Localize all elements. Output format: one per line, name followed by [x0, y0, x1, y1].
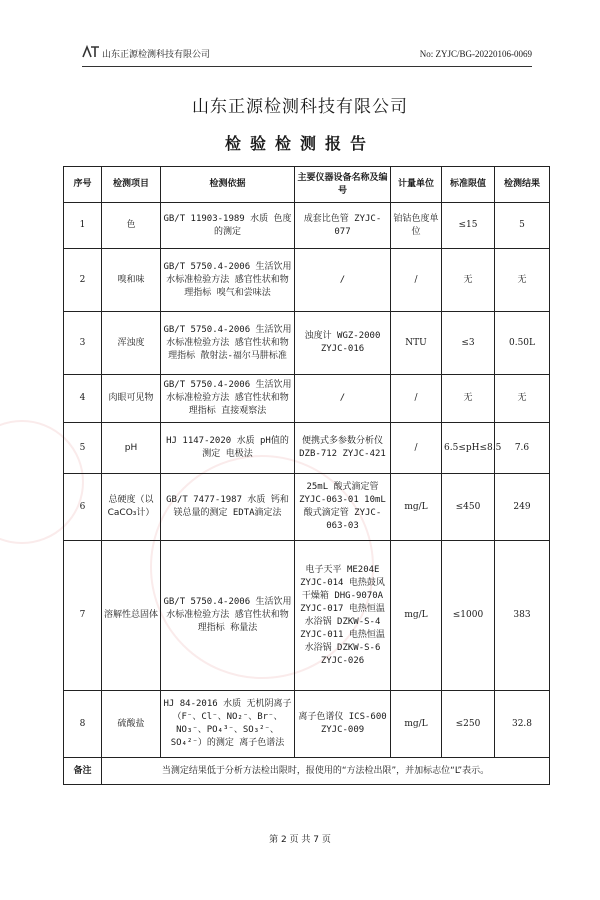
- cell-basis: GB/T 11903-1989 水质 色度的测定: [161, 203, 295, 249]
- cell-result: 249: [495, 474, 550, 541]
- cell-item: 溶解性总固体: [102, 541, 161, 691]
- cell-instrument: 浊度计 WGZ-2000 ZYJC-016: [295, 312, 391, 375]
- cell-limit: 无: [442, 249, 495, 312]
- company-logo-icon: [82, 44, 100, 58]
- cell-instrument: 电子天平 ME204E ZYJC-014 电热鼓风干燥箱 DHG-9070A ZYJC-017 电热恒温水浴锅 DZKW-S-4 ZYJC-011 电热恒温水浴锅 DZKW-S-6 ZYJC-026: [295, 541, 391, 691]
- cell-instrument: /: [295, 375, 391, 423]
- table-row: [64, 203, 550, 249]
- table-row: [64, 375, 550, 423]
- cell-instrument: /: [295, 249, 391, 312]
- cell-no: 4: [64, 375, 102, 423]
- cell-result: 无: [495, 249, 550, 312]
- page-header: [82, 42, 532, 67]
- cell-limit: ≤250: [442, 691, 495, 758]
- cell-instrument: 离子色谱仪 ICS-600 ZYJC-009: [295, 691, 391, 758]
- table-row: [64, 312, 550, 375]
- cell-instrument: 成套比色管 ZYJC-077: [295, 203, 391, 249]
- cell-no: 6: [64, 474, 102, 541]
- cell-limit: ≤1000: [442, 541, 495, 691]
- header-item: 检测项目: [102, 167, 161, 203]
- cell-unit: /: [391, 423, 442, 474]
- cell-item: 硫酸盐: [102, 691, 161, 758]
- cell-result: 383: [495, 541, 550, 691]
- cell-limit: ≤450: [442, 474, 495, 541]
- remarks-row: [64, 758, 550, 785]
- cell-result: 0.50L: [495, 312, 550, 375]
- cell-no: 7: [64, 541, 102, 691]
- cell-limit: ≤15: [442, 203, 495, 249]
- test-results-table: [63, 166, 550, 785]
- cell-unit: mg/L: [391, 541, 442, 691]
- header-unit: 计量单位: [391, 167, 442, 203]
- cell-result: 无: [495, 375, 550, 423]
- table-row: [64, 249, 550, 312]
- table-row: [64, 423, 550, 474]
- cell-unit: 铂钴色度单位: [391, 203, 442, 249]
- cell-item: 肉眼可见物: [102, 375, 161, 423]
- cell-item: 总硬度（以CaCO₃计）: [102, 474, 161, 541]
- cell-unit: /: [391, 249, 442, 312]
- cell-result: 32.8: [495, 691, 550, 758]
- header-limit: 标准限值: [442, 167, 495, 203]
- cell-no: 2: [64, 249, 102, 312]
- cell-basis: GB/T 5750.4-2006 生活饮用水标准检验方法 感官性状和物理指标 嗅气和尝味法: [161, 249, 295, 312]
- cell-unit: mg/L: [391, 691, 442, 758]
- page-number: 第 2 页 共 7 页: [269, 835, 331, 845]
- remarks-label: 备注: [64, 758, 102, 785]
- table-row: [64, 541, 550, 691]
- cell-basis: HJ 1147-2020 水质 pH值的测定 电极法: [161, 423, 295, 474]
- table-row: [64, 691, 550, 758]
- cell-basis: GB/T 5750.4-2006 生活饮用水标准检验方法 感官性状和物理指标 称量法: [161, 541, 295, 691]
- header-no: 序号: [64, 167, 102, 203]
- cell-unit: NTU: [391, 312, 442, 375]
- cell-no: 3: [64, 312, 102, 375]
- cell-item: 色: [102, 203, 161, 249]
- cell-no: 8: [64, 691, 102, 758]
- cell-basis: GB/T 5750.4-2006 生活饮用水标准检验方法 感官性状和物理指标 直接观察法: [161, 375, 295, 423]
- cell-no: 1: [64, 203, 102, 249]
- cell-unit: mg/L: [391, 474, 442, 541]
- cell-instrument: 便携式多参数分析仪 DZB-712 ZYJC-421: [295, 423, 391, 474]
- cell-item: pH: [102, 423, 161, 474]
- table-header-row: [64, 167, 550, 203]
- cell-result: 7.6: [495, 423, 550, 474]
- cell-item: 嗅和味: [102, 249, 161, 312]
- header-basis: 检测依据: [161, 167, 295, 203]
- header-result: 检测结果: [495, 167, 550, 203]
- cell-basis: GB/T 5750.4-2006 生活饮用水标准检验方法 感官性状和物理指标 散射法-福尔马肼标准: [161, 312, 295, 375]
- cell-no: 5: [64, 423, 102, 474]
- report-title: 检验检测报告: [224, 134, 375, 153]
- table-row: [64, 474, 550, 541]
- remarks-text: 当测定结果低于分析方法检出限时，报使用的“方法检出限”，并加标志位“L”表示。: [102, 758, 550, 785]
- header-instrument: 主要仪器设备名称及编号: [295, 167, 391, 203]
- cell-instrument: 25mL 酸式滴定管 ZYJC-063-01 10mL 酸式滴定管 ZYJC-063-03: [295, 474, 391, 541]
- cell-basis: GB/T 7477-1987 水质 钙和镁总量的测定 EDTA滴定法: [161, 474, 295, 541]
- report-company-title: 山东正源检测科技有限公司: [192, 97, 408, 117]
- report-number: No: ZYJC/BG-20220106-0069: [419, 49, 532, 59]
- cell-result: 5: [495, 203, 550, 249]
- cell-limit: 无: [442, 375, 495, 423]
- cell-basis: HJ 84-2016 水质 无机阴离子（F⁻、Cl⁻、NO₂⁻、Br⁻、NO₃⁻、PO₄³⁻、SO₃²⁻、SO₄²⁻）的测定 离子色谱法: [161, 691, 295, 758]
- cell-limit: ≤3: [442, 312, 495, 375]
- cell-limit: 6.5≤pH≤8.5: [442, 423, 495, 474]
- cell-unit: /: [391, 375, 442, 423]
- header-company-name: 山东正源检测科技有限公司: [102, 50, 211, 60]
- cell-item: 浑浊度: [102, 312, 161, 375]
